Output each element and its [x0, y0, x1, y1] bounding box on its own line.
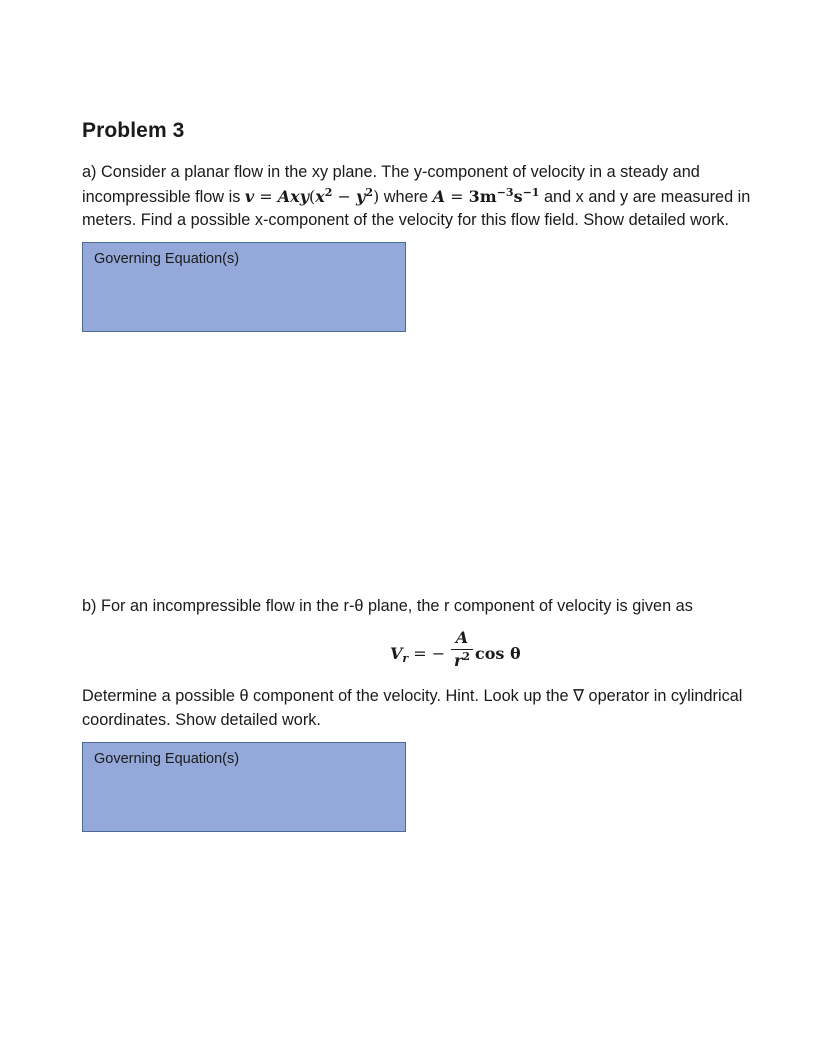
- part-a-line-2: [82, 185, 802, 210]
- axy-term: Axy: [277, 186, 309, 206]
- part-a-line-2-text: incompressible flow is: [82, 187, 245, 206]
- y-exponent: 2: [365, 185, 373, 199]
- a-symbol: A: [432, 186, 446, 206]
- a-constant-equation: [433, 187, 540, 206]
- cos-theta: cos θ: [475, 644, 521, 663]
- governing-equations-box-b[interactable]: [82, 742, 406, 832]
- part-a-line-1: a) Consider a planar flow in the xy plane. The y-component of velocity in a steady and: [82, 163, 700, 181]
- x-exponent: 2: [324, 185, 333, 199]
- part-b-question-intro: [82, 595, 802, 619]
- where-text: where: [379, 187, 433, 206]
- v-symbol: v: [244, 186, 255, 206]
- open-paren: (: [309, 186, 316, 206]
- part-a-line-3: meters. Find a possible x-component of the velocity for this flow field. Show detailed work.: [82, 211, 730, 229]
- y-symbol: y: [356, 186, 366, 206]
- governing-equations-label: Governing Equation(s): [94, 251, 240, 267]
- velocity-equation: [245, 187, 379, 206]
- minus-sign: −: [332, 186, 357, 206]
- problem-title: Problem 3: [82, 119, 185, 142]
- r-subscript: r: [402, 652, 409, 665]
- m-exponent: −3: [496, 185, 514, 199]
- part-b-line-1: b) For an incompressible flow in the r-θ plane, the r component of velocity is given as: [82, 597, 693, 615]
- governing-equations-label: Governing Equation(s): [94, 751, 240, 767]
- part-b-line-3: coordinates. Show detailed work.: [82, 710, 321, 729]
- part-b-line-2: Determine a possible θ component of the velocity. Hint. Look up the ∇ operator in cylindrical: [82, 687, 743, 705]
- v-symbol: V: [390, 644, 403, 663]
- r-symbol: r: [453, 651, 463, 670]
- s-unit: s: [513, 186, 523, 206]
- s-exponent: −1: [522, 185, 540, 199]
- a-value: 3m: [468, 186, 497, 206]
- equals-sign: =: [254, 186, 278, 206]
- equals-minus: = −: [408, 644, 446, 663]
- part-b-question: [82, 685, 802, 732]
- fraction: [451, 628, 473, 671]
- governing-equations-box-a[interactable]: [82, 242, 406, 332]
- x-symbol: x: [315, 186, 325, 206]
- fraction-numerator: A: [455, 628, 469, 647]
- part-a-line-2-end: and x and y are measured in: [539, 187, 751, 206]
- close-paren: ): [372, 186, 380, 206]
- vr-lhs: [390, 644, 445, 663]
- fraction-denominator: [451, 651, 473, 671]
- r-exponent: 2: [462, 650, 471, 663]
- part-a-question: [82, 161, 802, 233]
- equals-sign: =: [445, 186, 469, 206]
